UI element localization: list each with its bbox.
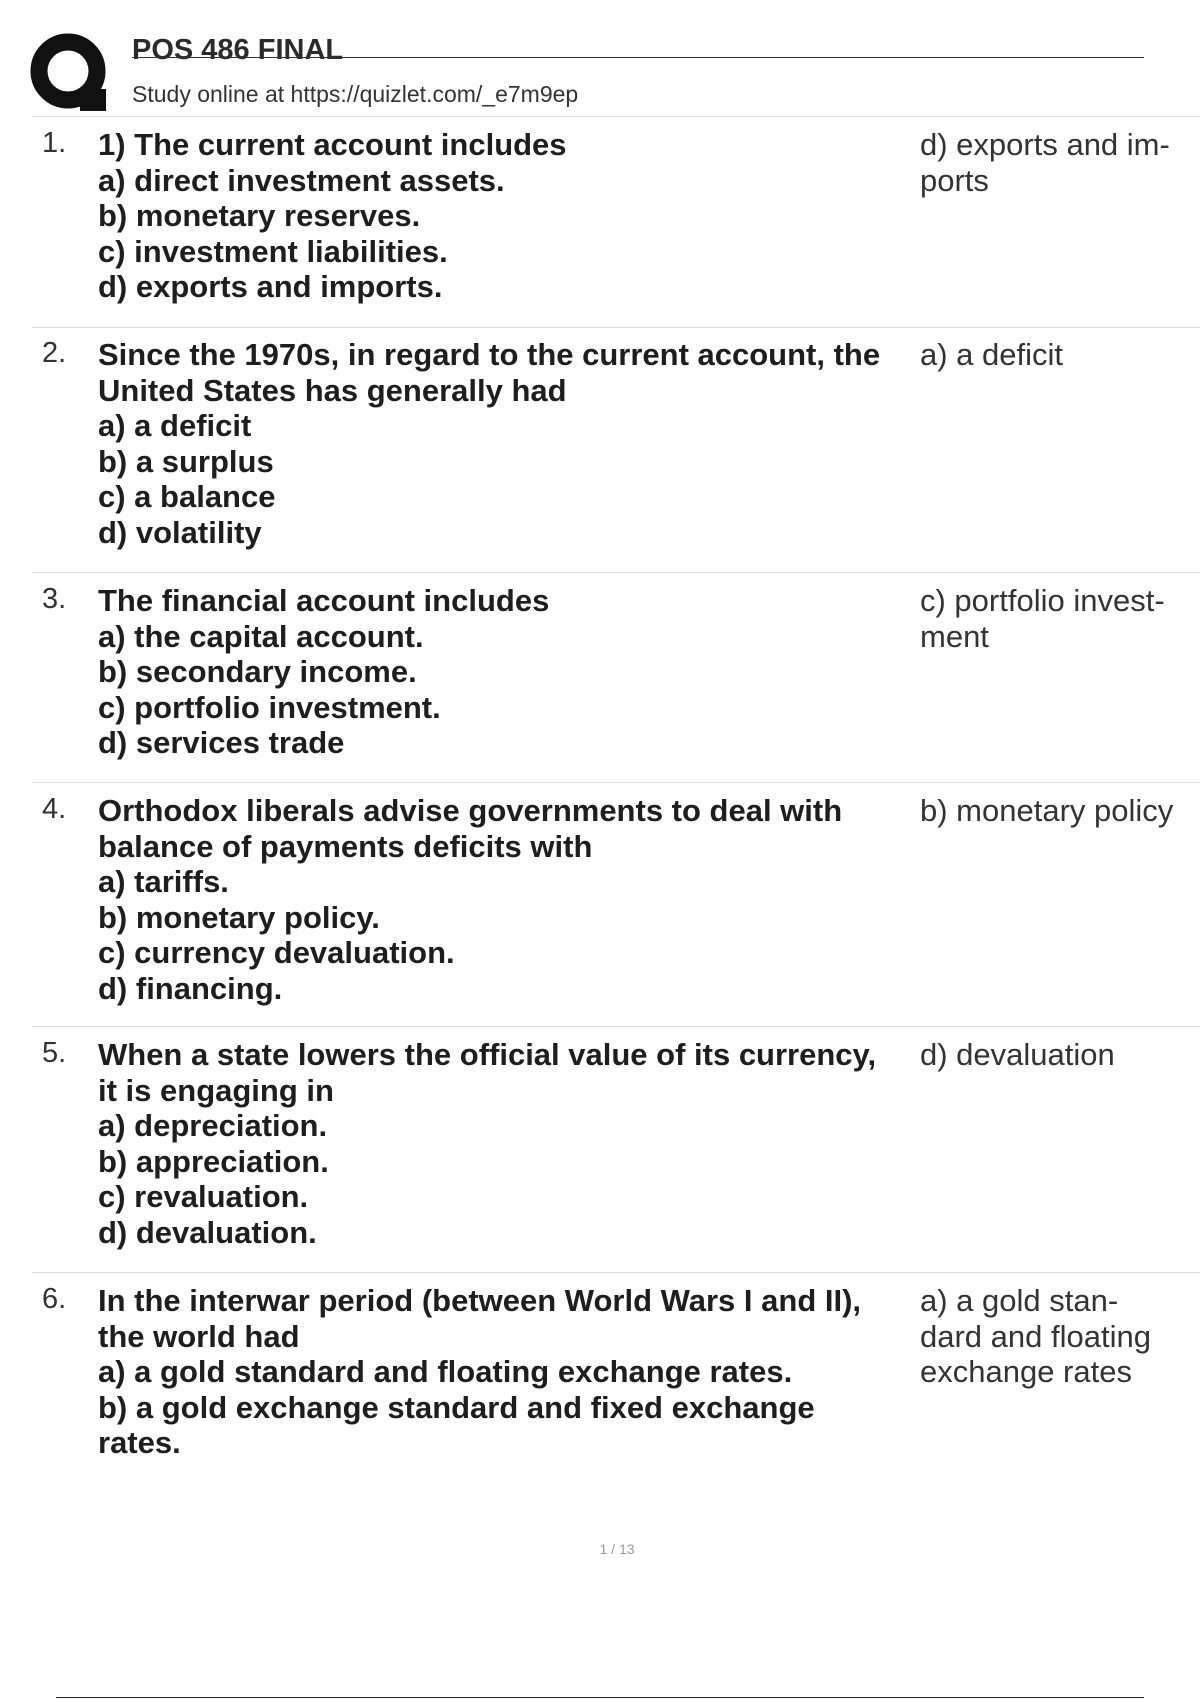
question-line: The financial account includes [98,583,550,618]
question-line: 1) The current account includes [98,127,567,162]
question-line: c) portfolio investment. [98,689,441,725]
question-line: c) currency devaluation. [98,935,455,970]
question-line: it is engaging in [98,1072,334,1108]
question-line: When a state lowers the official value of its currency, [98,1037,877,1072]
question-line: b) monetary policy. [98,899,380,935]
answer-line: ports [920,162,989,198]
question-line: d) devaluation. [98,1214,317,1250]
question-line: b) a surplus [98,443,274,479]
question-line: d) services trade [98,725,345,760]
card-number: 4. [42,793,67,825]
question-line: a) a gold standard and floating exchange rates. [98,1354,793,1389]
header-divider [32,116,1200,117]
question-line: d) volatility [98,514,262,550]
quizlet-q-logo-icon [30,33,112,115]
card-divider [32,1272,1200,1273]
question-line: Since the 1970s, in regard to the current account, the [98,337,881,372]
page-bottom-rule [56,1697,1144,1698]
card-answer [920,337,1200,373]
card-number: 1. [42,127,67,159]
card-number: 3. [42,583,67,615]
card-question [98,127,943,305]
answer-line: b) monetary policy [920,793,1174,828]
question-line: c) revaluation. [98,1179,309,1214]
study-online-link[interactable]: Study online at https://quizlet.com/_e7m9ep [132,81,579,107]
card-question [98,793,943,1006]
question-line: In the interwar period (between World Wars I and II), [98,1283,862,1318]
question-line: a) the capital account. [98,618,424,654]
card-number: 5. [42,1037,67,1069]
question-line: United States has generally had [98,372,567,408]
answer-line: exchange rates [920,1354,1132,1389]
question-line: the world had [98,1318,300,1354]
card-answer [920,583,1200,654]
question-line: b) a gold exchange standard and fixed exchange [98,1389,815,1425]
answer-line: a) a gold stan- [920,1283,1119,1318]
card-number: 6. [42,1283,67,1315]
card-divider [32,782,1200,783]
card-divider [32,572,1200,573]
card-number: 2. [42,337,67,369]
card-question [98,1037,943,1250]
question-line: Orthodox liberals advise governments to deal with [98,793,843,828]
page-indicator: 1 / 13 [599,1541,635,1557]
card-answer [920,127,1200,198]
answer-line: c) portfolio invest- [920,583,1165,618]
card-answer [920,1283,1200,1390]
card-question [98,337,943,550]
card-question [98,1283,943,1461]
question-line: balance of payments deficits with [98,828,593,864]
question-line: a) direct investment assets. [98,162,505,198]
question-line: d) financing. [98,970,283,1006]
question-line: a) tariffs. [98,864,229,899]
card-divider [32,1026,1200,1027]
question-line: a) a deficit [98,408,252,443]
question-line: d) exports and imports. [98,269,443,304]
card-question [98,583,943,761]
question-line: c) a balance [98,479,276,514]
card-divider [32,327,1200,328]
title-underline [132,57,1144,58]
question-line: b) monetary reserves. [98,198,421,233]
answer-line: a) a deficit [920,337,1064,372]
answer-line: dard and floating [920,1318,1151,1354]
answer-line: d) exports and im- [920,127,1170,162]
answer-line: ment [920,618,989,654]
question-line: rates. [98,1425,181,1460]
card-answer [920,793,1200,829]
question-line: a) depreciation. [98,1108,328,1143]
document-title: POS 486 FINAL [132,34,344,66]
question-line: b) appreciation. [98,1143,329,1179]
question-line: c) investment liabilities. [98,233,448,269]
card-answer [920,1037,1200,1073]
answer-line: d) devaluation [920,1037,1115,1072]
question-line: b) secondary income. [98,654,417,689]
